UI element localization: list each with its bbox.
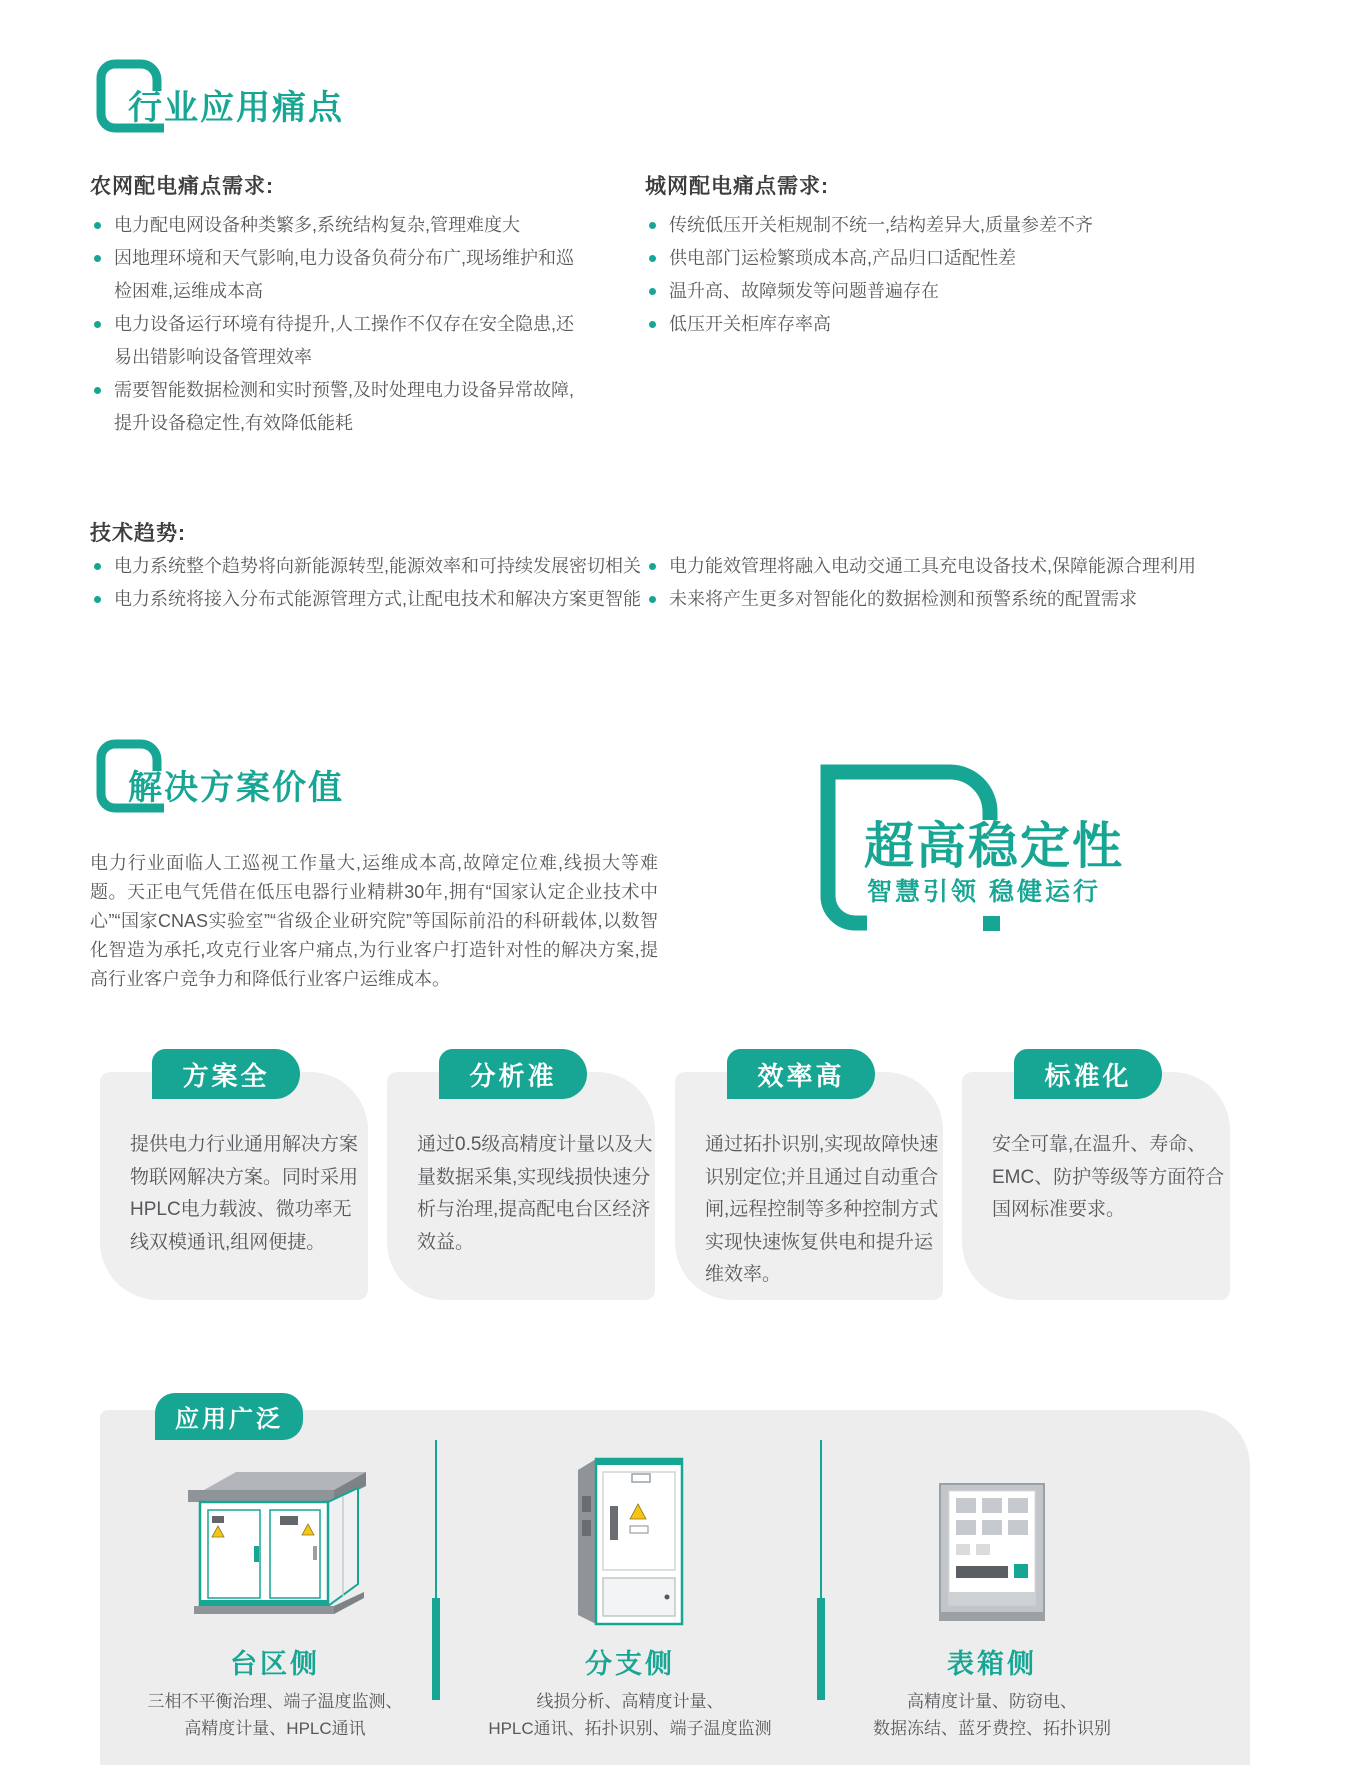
- application-title: 台区侧: [230, 1649, 320, 1679]
- application-description: [115, 1688, 435, 1742]
- card-label: 标准化: [1014, 1049, 1162, 1099]
- trends-right-column: [645, 550, 1270, 616]
- trends-left-list: [90, 550, 675, 616]
- rural-bullet-list: [90, 209, 590, 440]
- list-item: 电力设备运行环境有待提升,人工操作不仅存在安全隐患,还易出错影响设备管理效率: [90, 308, 590, 374]
- card-label: 方案全: [152, 1049, 300, 1099]
- card-label: 效率高: [727, 1049, 875, 1099]
- application-title: 分支侧: [585, 1649, 675, 1679]
- list-item: 电力配电网设备种类繁多,系统结构复杂,管理难度大: [90, 209, 590, 242]
- card-label: 分析准: [439, 1049, 587, 1099]
- card-text: 提供电力行业通用解决方案物联网解决方案。同时采用HPLC电力载波、微功率无线双模通讯,组网便捷。: [130, 1134, 359, 1253]
- value-card-efficiency: [675, 1049, 943, 1300]
- description-line: 线损分析、高精度计量、: [536, 1692, 724, 1711]
- application-description: [455, 1688, 805, 1742]
- description-line: HPLC通讯、拓扑识别、端子温度监测: [488, 1719, 772, 1738]
- stability-highlight: [820, 758, 1160, 968]
- list-item: 未来将产生更多对智能化的数据检测和预警系统的配置需求: [645, 583, 1270, 616]
- solution-intro-paragraph: 电力行业面临人工巡视工作量大,运维成本高,故障定位难,线损大等难题。天正电气凭借在低压电器行业精耕30年,拥有“国家认定企业技术中心”“国家CNAS实验室”“省级企业研究院”等国际前沿的科研载体,以数智化智造为承托,攻克行业客户痛点,为行业客户打造针对性的解决方案,提高行业客户竞争力和降低行业客户运维成本。: [90, 853, 658, 989]
- urban-heading: 城网配电痛点需求:: [645, 175, 829, 198]
- value-card-solution: [100, 1049, 368, 1300]
- application-title: 表箱侧: [947, 1649, 1037, 1679]
- page-title: 行业应用痛点: [128, 89, 344, 127]
- list-item: 温升高、故障频发等问题普遍存在: [645, 275, 1255, 308]
- section-title: 解决方案价值: [128, 769, 344, 807]
- box-substation-icon: [115, 1444, 435, 1632]
- list-item: 因地理环境和天气影响,电力设备负荷分布广,现场维护和巡检困难,运维成本高: [90, 242, 590, 308]
- rural-heading: 农网配电痛点需求:: [90, 175, 274, 198]
- card-text: 通过0.5级高精度计量以及大量数据采集,实现线损快速分析与治理,提高配电台区经济效益。: [417, 1134, 653, 1253]
- rural-pain-points-column: [90, 170, 590, 440]
- list-item: 电力系统整个趋势将向新能源转型,能源效率和可持续发展密切相关: [90, 550, 675, 583]
- urban-pain-points-column: [645, 170, 1255, 341]
- description-line: 数据冻结、蓝牙费控、拓扑识别: [873, 1719, 1111, 1738]
- value-card-analysis: [387, 1049, 655, 1300]
- application-substation-side: [115, 1444, 435, 1742]
- section-header-solution-value: [95, 738, 515, 828]
- list-item: 传统低压开关柜规制不统一,结构差异大,质量参差不齐: [645, 209, 1255, 242]
- trends-heading: 技术趋势:: [90, 522, 186, 545]
- card-text: 通过拓扑识别,实现故障快速识别定位;并且通过自动重合闸,远程控制等多种控制方式实现快速恢复供电和提升运维效率。: [705, 1134, 939, 1285]
- highlight-title: 超高稳定性: [864, 818, 1124, 874]
- trends-left-column: [90, 550, 675, 616]
- list-item: 低压开关柜库存率高: [645, 308, 1255, 341]
- description-line: 三相不平衡治理、端子温度监测、: [147, 1692, 403, 1711]
- branch-cabinet-icon: [455, 1444, 805, 1632]
- trends-right-list: [645, 550, 1270, 616]
- urban-bullet-list: [645, 209, 1255, 341]
- description-line: 高精度计量、HPLC通讯: [184, 1719, 366, 1738]
- divider-line: [435, 1440, 437, 1598]
- application-branch-side: [455, 1444, 805, 1742]
- list-item: 电力能效管理将融入电动交通工具充电设备技术,保障能源合理利用: [645, 550, 1270, 583]
- list-item: 供电部门运检繁琐成本高,产品归口适配性差: [645, 242, 1255, 275]
- list-item: 电力系统将接入分布式能源管理方式,让配电技术和解决方案更智能: [90, 583, 675, 616]
- card-text: 安全可靠,在温升、寿命、EMC、防护等级等方面符合国网标准要求。: [992, 1134, 1225, 1220]
- list-item: 需要智能数据检测和实时预警,及时处理电力设备异常故障,提升设备稳定性,有效降低能耗: [90, 374, 590, 440]
- value-card-standardization: [962, 1049, 1230, 1300]
- application-description: [822, 1688, 1162, 1742]
- description-line: 高精度计量、防窃电、: [907, 1692, 1077, 1711]
- section-header-pain-points: [95, 58, 515, 148]
- meter-box-icon: [822, 1444, 1162, 1632]
- application-meterbox-side: [822, 1444, 1162, 1742]
- highlight-subtitle: 智慧引领 稳健运行: [867, 878, 1101, 906]
- applications-label: 应用广泛: [155, 1393, 303, 1440]
